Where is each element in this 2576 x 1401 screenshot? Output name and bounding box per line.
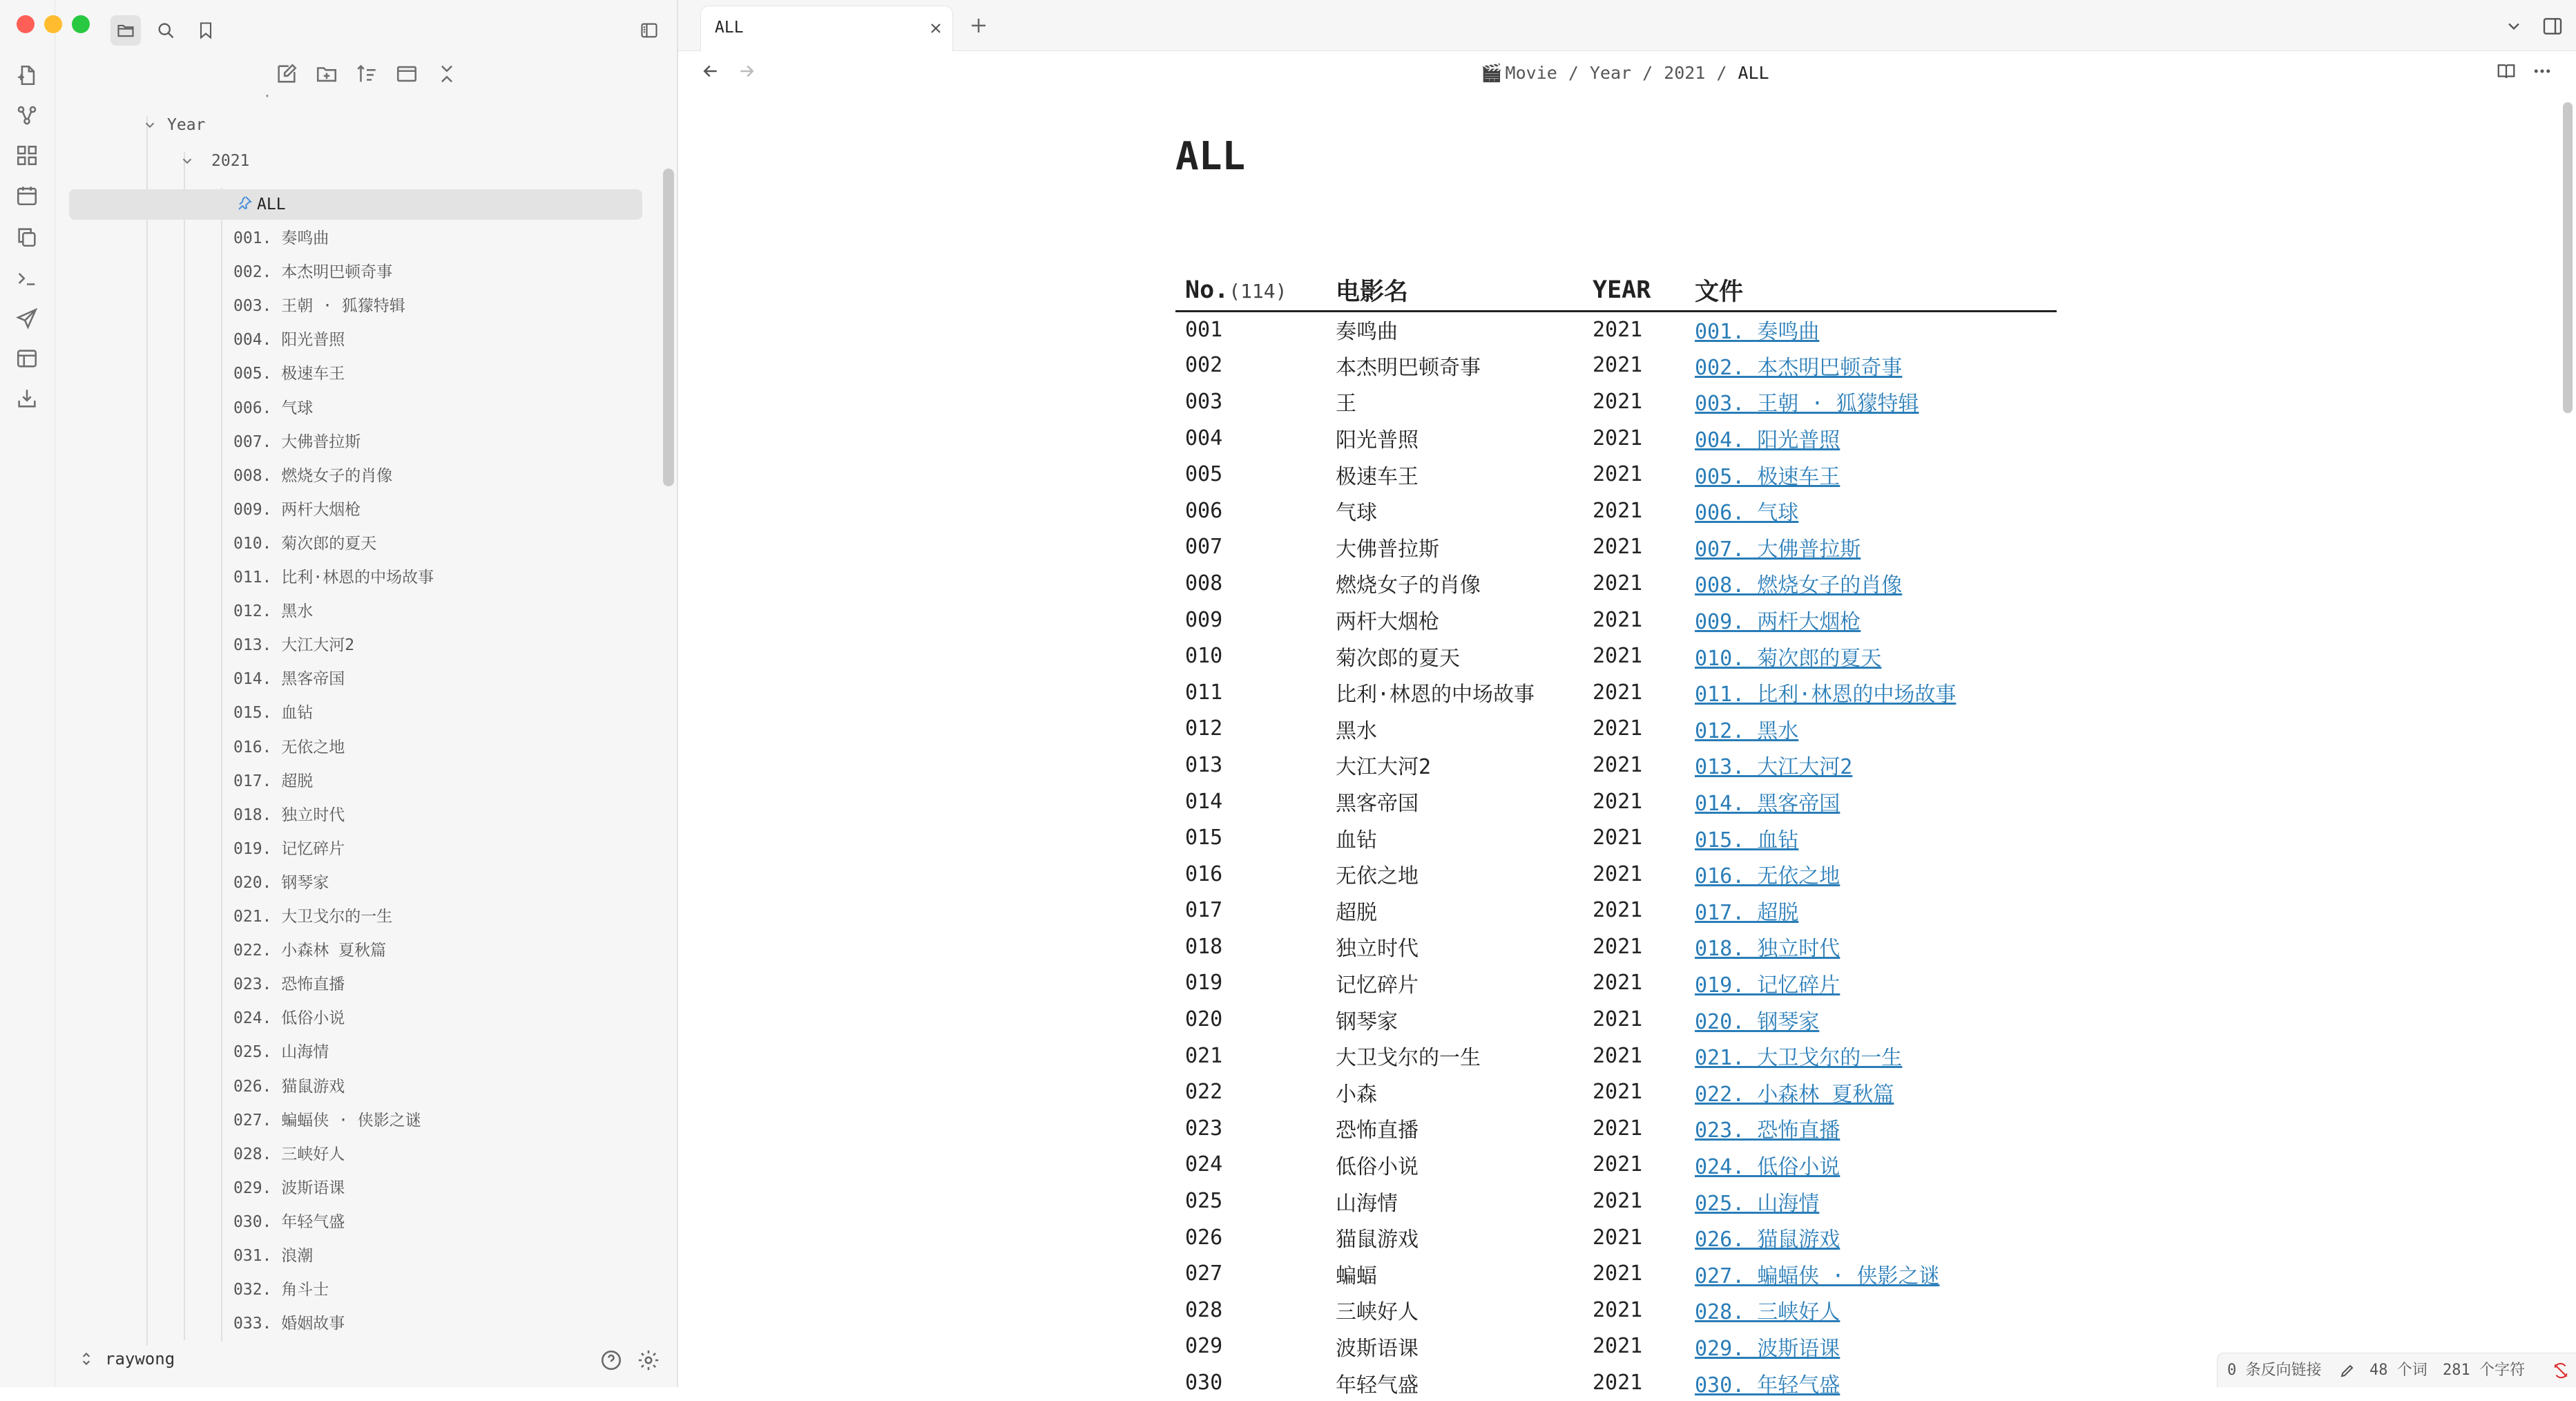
cell-year: 2021 bbox=[1593, 1116, 1643, 1141]
file-link[interactable]: 005. 极速车王 bbox=[1695, 464, 1840, 489]
toggle-sidebar-button[interactable] bbox=[634, 15, 664, 46]
row-count: (114) bbox=[1229, 280, 1287, 303]
tree-item-active[interactable] bbox=[69, 189, 642, 220]
cell-name: 两杆大烟枪 bbox=[1336, 610, 1439, 635]
cell-name: 王 bbox=[1336, 392, 1356, 417]
search-tab-button[interactable] bbox=[151, 15, 181, 46]
cell-year: 2021 bbox=[1593, 680, 1643, 705]
table-row bbox=[1175, 1001, 2057, 1038]
cell-no: 022 bbox=[1185, 1080, 1223, 1105]
cell-no: 021 bbox=[1185, 1043, 1223, 1068]
cell-name: 超脱 bbox=[1336, 900, 1377, 925]
cell-file bbox=[1685, 747, 2057, 783]
cell-year: 2021 bbox=[1593, 353, 1643, 378]
cell-year: 2021 bbox=[1593, 934, 1643, 959]
cell-year: 2021 bbox=[1593, 535, 1643, 560]
cell-file bbox=[1685, 1038, 2057, 1074]
table-row bbox=[1175, 747, 2057, 783]
cell-name: 气球 bbox=[1336, 501, 1377, 526]
tree-file-item[interactable]: 016. 无依之地 bbox=[233, 738, 345, 756]
cell-no: 014 bbox=[1185, 789, 1223, 814]
char-count: 281 个字符 bbox=[2443, 1362, 2525, 1379]
col-no bbox=[1175, 271, 1326, 311]
cell-year: 2021 bbox=[1593, 971, 1643, 995]
vault-switcher[interactable] bbox=[55, 1333, 677, 1387]
tree-file-item[interactable]: 003. 王朝 · 狐獴特辑 bbox=[233, 297, 405, 316]
tree-file-item[interactable]: 011. 比利·林恩的中场故事 bbox=[233, 569, 434, 587]
tree-file-item[interactable]: 012. 黑水 bbox=[233, 602, 314, 621]
cell-year: 2021 bbox=[1593, 826, 1643, 850]
col-year: YEAR bbox=[1583, 271, 1685, 311]
file-link[interactable]: 025. 山海情 bbox=[1695, 1191, 1820, 1216]
table-row bbox=[1175, 493, 2057, 529]
cell-no: 023 bbox=[1185, 1116, 1223, 1141]
tab-all[interactable] bbox=[700, 6, 953, 51]
cell-name: 小森 bbox=[1336, 1082, 1377, 1107]
canvas-icon[interactable] bbox=[15, 144, 39, 167]
tree-file-item[interactable]: 009. 两杆大烟枪 bbox=[233, 500, 361, 519]
cell-no: 003 bbox=[1185, 389, 1223, 414]
send-icon[interactable] bbox=[15, 307, 39, 330]
cell-name: 山海情 bbox=[1336, 1191, 1398, 1216]
file-link[interactable]: 014. 黑客帝国 bbox=[1695, 792, 1840, 817]
table-row bbox=[1175, 1038, 2057, 1074]
cell-file bbox=[1685, 493, 2057, 529]
breadcrumb-all[interactable]: ALL bbox=[1738, 63, 1769, 83]
cell-name: 蝙蝠 bbox=[1336, 1264, 1377, 1288]
terminal-icon[interactable] bbox=[15, 267, 39, 290]
file-link[interactable]: 019. 记忆碎片 bbox=[1695, 973, 1840, 998]
file-link[interactable]: 016. 无依之地 bbox=[1695, 864, 1840, 889]
note-scrollbar[interactable] bbox=[2563, 102, 2573, 413]
file-link[interactable]: 010. 菊次郎的夏天 bbox=[1695, 646, 1882, 671]
table-row bbox=[1175, 965, 2057, 1002]
tree-file-item[interactable]: 004. 阳光普照 bbox=[233, 331, 345, 350]
cell-file bbox=[1685, 602, 2057, 638]
cell-no: 013 bbox=[1185, 752, 1223, 777]
tree-file-item[interactable]: 020. 钢琴家 bbox=[233, 873, 329, 892]
file-link[interactable]: 003. 王朝 · 狐獴特辑 bbox=[1695, 392, 1919, 417]
cell-name: 无依之地 bbox=[1336, 864, 1419, 889]
cell-year: 2021 bbox=[1593, 1371, 1643, 1395]
sync-error-icon[interactable] bbox=[2552, 1362, 2570, 1380]
cell-file bbox=[1685, 456, 2057, 493]
cell-no: 010 bbox=[1185, 644, 1223, 669]
tree-file-item[interactable]: 014. 黑客帝国 bbox=[233, 670, 345, 689]
movie-clapper-icon: 🎬 bbox=[1481, 63, 1503, 83]
chevron-updown-icon bbox=[77, 1350, 95, 1368]
cell-no: 019 bbox=[1185, 971, 1223, 995]
tree-file-item[interactable]: 007. 大佛普拉斯 bbox=[233, 432, 361, 451]
cell-year: 2021 bbox=[1593, 426, 1643, 450]
cell-file bbox=[1685, 674, 2057, 711]
cell-year: 2021 bbox=[1593, 644, 1643, 669]
file-link[interactable]: 008. 燃烧女子的肖像 bbox=[1695, 573, 1903, 598]
cell-file bbox=[1685, 1255, 2057, 1292]
cell-year: 2021 bbox=[1593, 571, 1643, 595]
table-row bbox=[1175, 1110, 2057, 1147]
breadcrumb-year[interactable]: Year bbox=[1589, 63, 1632, 83]
gear-icon[interactable] bbox=[637, 1348, 660, 1372]
col-name: 电影名 bbox=[1326, 271, 1583, 311]
tree-file-item[interactable]: 031. 浪潮 bbox=[233, 1247, 314, 1265]
cell-name: 菊次郎的夏天 bbox=[1336, 646, 1460, 671]
cell-file bbox=[1685, 928, 2057, 965]
tree-file-item[interactable]: 010. 菊次郎的夏天 bbox=[233, 534, 377, 553]
cell-no: 007 bbox=[1185, 535, 1223, 560]
col-file: 文件 bbox=[1685, 271, 2057, 311]
new-note-icon[interactable] bbox=[15, 64, 39, 87]
table-row bbox=[1175, 1364, 2057, 1401]
table-row bbox=[1175, 420, 2057, 457]
file-link[interactable]: 026. 猫鼠游戏 bbox=[1695, 1228, 1840, 1252]
table-row bbox=[1175, 928, 2057, 965]
file-link[interactable]: 001. 奏鸣曲 bbox=[1695, 320, 1820, 345]
right-sidebar-toggle-icon[interactable] bbox=[2541, 15, 2564, 37]
tree-item-all[interactable]: ALL bbox=[257, 196, 286, 213]
cell-no: 027 bbox=[1185, 1261, 1223, 1286]
graph-view-icon[interactable] bbox=[15, 104, 39, 127]
tree-file-item[interactable]: 018. 独立时代 bbox=[233, 806, 345, 824]
cell-file bbox=[1685, 1364, 2057, 1401]
file-link[interactable]: 024. 低俗小说 bbox=[1695, 1154, 1840, 1179]
cell-file bbox=[1685, 347, 2057, 384]
tree-file-item[interactable]: 013. 大江大河2 bbox=[233, 636, 355, 655]
table-row bbox=[1175, 893, 2057, 929]
note-content bbox=[678, 97, 2564, 1398]
file-link[interactable]: 013. 大江大河2 bbox=[1695, 755, 1853, 780]
cell-year: 2021 bbox=[1593, 1225, 1643, 1250]
file-link[interactable]: 015. 血钻 bbox=[1695, 828, 1799, 852]
file-link[interactable]: 011. 比利·林恩的中场故事 bbox=[1695, 683, 1957, 707]
cell-year: 2021 bbox=[1593, 498, 1643, 523]
table-body bbox=[1175, 311, 2057, 1401]
minimize-window-button[interactable] bbox=[44, 15, 62, 33]
cell-file bbox=[1685, 420, 2057, 457]
file-link[interactable]: 006. 气球 bbox=[1695, 501, 1799, 526]
table-row bbox=[1175, 347, 2057, 384]
tree-file-item[interactable]: 005. 极速车王 bbox=[233, 365, 345, 383]
cell-year: 2021 bbox=[1593, 389, 1643, 414]
tree-item-partial[interactable]: · bbox=[262, 88, 272, 106]
cell-no: 018 bbox=[1185, 934, 1223, 959]
movie-table bbox=[1175, 271, 2057, 1401]
cell-no: 009 bbox=[1185, 607, 1223, 632]
template-icon[interactable] bbox=[15, 347, 39, 370]
cell-year: 2021 bbox=[1593, 898, 1643, 923]
word-count: 48 个词 bbox=[2370, 1362, 2428, 1379]
backlinks-count[interactable]: 0 条反向链接 bbox=[2227, 1362, 2322, 1379]
help-icon[interactable] bbox=[599, 1348, 623, 1372]
chevron-down-icon[interactable] bbox=[142, 117, 157, 133]
new-folder-icon[interactable] bbox=[315, 62, 338, 86]
tree-file-item[interactable]: 019. 记忆碎片 bbox=[233, 839, 345, 858]
table-row bbox=[1175, 565, 2057, 602]
table-row bbox=[1175, 1183, 2057, 1219]
cell-no: 012 bbox=[1185, 716, 1223, 741]
cell-name: 记忆碎片 bbox=[1336, 973, 1419, 998]
file-link[interactable]: 030. 年轻气盛 bbox=[1695, 1373, 1840, 1398]
cell-year: 2021 bbox=[1593, 1080, 1643, 1105]
tree-file-item[interactable]: 033. 婚姻故事 bbox=[233, 1315, 345, 1333]
table-row bbox=[1175, 711, 2057, 747]
cell-year: 2021 bbox=[1593, 462, 1643, 487]
cell-no: 017 bbox=[1185, 898, 1223, 923]
tree-file-item[interactable]: 006. 气球 bbox=[233, 399, 314, 417]
table-row bbox=[1175, 1292, 2057, 1328]
cell-no: 029 bbox=[1185, 1334, 1223, 1359]
cell-file bbox=[1685, 1219, 2057, 1256]
table-row bbox=[1175, 638, 2057, 674]
cell-no: 030 bbox=[1185, 1371, 1223, 1395]
tree-file-item[interactable]: 027. 蝙蝠侠 · 侠影之谜 bbox=[233, 1111, 421, 1130]
cell-name: 年轻气盛 bbox=[1336, 1373, 1419, 1398]
table-row bbox=[1175, 1074, 2057, 1110]
cell-no: 005 bbox=[1185, 462, 1223, 487]
main-pane bbox=[678, 0, 2576, 1398]
tree-file-item[interactable]: 026. 猫鼠游戏 bbox=[233, 1077, 345, 1096]
file-link[interactable]: 007. 大佛普拉斯 bbox=[1695, 537, 1861, 562]
cell-name: 燃烧女子的肖像 bbox=[1336, 573, 1481, 598]
breadcrumb-2021[interactable]: 2021 bbox=[1664, 63, 1706, 83]
file-link[interactable]: 009. 两杆大烟枪 bbox=[1695, 610, 1861, 635]
close-window-button[interactable] bbox=[17, 15, 35, 33]
cell-name: 血钻 bbox=[1336, 828, 1377, 852]
breadcrumb-movie[interactable]: Movie bbox=[1505, 63, 1557, 83]
cell-no: 020 bbox=[1185, 1007, 1223, 1032]
breadcrumb-separator: / bbox=[1642, 63, 1653, 83]
tab-bar bbox=[678, 0, 2576, 51]
table-row bbox=[1175, 529, 2057, 566]
breadcrumb-separator: / bbox=[1716, 63, 1727, 83]
zoom-window-button[interactable] bbox=[72, 15, 90, 33]
cell-file bbox=[1685, 893, 2057, 929]
collapse-all-icon[interactable] bbox=[435, 62, 459, 86]
tree-file-item[interactable]: 002. 本杰明巴顿奇事 bbox=[233, 263, 393, 282]
cell-year: 2021 bbox=[1593, 1152, 1643, 1177]
file-explorer-sidebar bbox=[55, 0, 678, 1387]
cell-name: 奏鸣曲 bbox=[1336, 320, 1398, 345]
status-bar bbox=[2217, 1353, 2576, 1387]
cell-name: 大卫戈尔的一生 bbox=[1336, 1046, 1481, 1071]
breadcrumb bbox=[678, 59, 2576, 87]
tree-folder-year[interactable]: Year bbox=[167, 116, 206, 134]
vault-name: raywong bbox=[105, 1349, 175, 1369]
cell-file bbox=[1685, 1183, 2057, 1219]
auto-reveal-icon[interactable] bbox=[395, 62, 419, 86]
new-note-icon[interactable] bbox=[275, 62, 298, 86]
tree-file-item[interactable]: 021. 大卫戈尔的一生 bbox=[233, 908, 393, 926]
cell-year: 2021 bbox=[1593, 1334, 1643, 1359]
cell-file bbox=[1685, 711, 2057, 747]
cell-file bbox=[1685, 783, 2057, 820]
table-row bbox=[1175, 819, 2057, 856]
cell-file bbox=[1685, 383, 2057, 420]
file-link[interactable]: 018. 独立时代 bbox=[1695, 937, 1840, 962]
table-row bbox=[1175, 674, 2057, 711]
cell-file bbox=[1685, 819, 2057, 856]
file-link[interactable]: 027. 蝙蝠侠 · 侠影之谜 bbox=[1695, 1264, 1940, 1288]
cell-file bbox=[1685, 856, 2057, 893]
tree-folder-2021[interactable]: 2021 bbox=[211, 152, 250, 170]
cell-no: 028 bbox=[1185, 1297, 1223, 1322]
cell-name: 大江大河2 bbox=[1336, 755, 1432, 780]
cell-file bbox=[1685, 1001, 2057, 1038]
bookmarks-tab-button[interactable] bbox=[191, 15, 221, 46]
tree-file-item[interactable]: 029. 波斯语课 bbox=[233, 1179, 345, 1197]
table-row bbox=[1175, 602, 2057, 638]
close-icon[interactable] bbox=[927, 20, 944, 37]
tree-file-item[interactable]: 025. 山海情 bbox=[233, 1043, 329, 1062]
cell-no: 001 bbox=[1185, 317, 1223, 342]
file-link[interactable]: 012. 黑水 bbox=[1695, 718, 1799, 743]
note-title[interactable]: ALL bbox=[1175, 134, 1246, 179]
cell-file bbox=[1685, 1328, 2057, 1365]
cell-no: 024 bbox=[1185, 1152, 1223, 1177]
tree-file-item[interactable]: 017. 超脱 bbox=[233, 772, 314, 790]
cell-year: 2021 bbox=[1593, 1261, 1643, 1286]
table-row bbox=[1175, 383, 2057, 420]
search-icon bbox=[156, 21, 175, 40]
cell-no: 002 bbox=[1185, 353, 1223, 378]
tree-file-item[interactable]: 032. 角斗士 bbox=[233, 1281, 329, 1299]
tab-title: ALL bbox=[715, 19, 744, 37]
file-link[interactable]: 017. 超脱 bbox=[1695, 900, 1799, 925]
cell-file bbox=[1685, 965, 2057, 1002]
cell-year: 2021 bbox=[1593, 716, 1643, 741]
ribbon bbox=[0, 0, 55, 1387]
file-link[interactable]: 020. 钢琴家 bbox=[1695, 1009, 1820, 1034]
cell-name: 阳光普照 bbox=[1336, 428, 1419, 453]
table-row bbox=[1175, 311, 2057, 347]
file-link[interactable]: 021. 大卫戈尔的一生 bbox=[1695, 1046, 1903, 1071]
cell-name: 钢琴家 bbox=[1336, 1009, 1398, 1034]
cell-no: 008 bbox=[1185, 571, 1223, 595]
files-tab-button[interactable] bbox=[110, 15, 141, 46]
cell-name: 低俗小说 bbox=[1336, 1154, 1419, 1179]
cell-name: 比利·林恩的中场故事 bbox=[1336, 683, 1535, 707]
table-row bbox=[1175, 456, 2057, 493]
file-link[interactable]: 022. 小森林 夏秋篇 bbox=[1695, 1082, 1894, 1107]
cell-year: 2021 bbox=[1593, 1007, 1643, 1032]
cell-year: 2021 bbox=[1593, 607, 1643, 632]
tree-file-item[interactable]: 008. 燃烧女子的肖像 bbox=[233, 466, 393, 485]
table-row bbox=[1175, 1147, 2057, 1183]
cell-no: 025 bbox=[1185, 1189, 1223, 1214]
cell-year: 2021 bbox=[1593, 861, 1643, 886]
cell-name: 黑水 bbox=[1336, 718, 1377, 743]
table-row bbox=[1175, 783, 2057, 820]
chevron-down-icon[interactable] bbox=[180, 153, 195, 169]
tree-file-item[interactable]: 030. 年轻气盛 bbox=[233, 1212, 345, 1231]
file-link[interactable]: 028. 三峡好人 bbox=[1695, 1300, 1840, 1325]
cell-file bbox=[1685, 311, 2057, 347]
cell-file bbox=[1685, 638, 2057, 674]
chevron-down-icon[interactable] bbox=[2504, 17, 2524, 36]
table-row bbox=[1175, 856, 2057, 893]
folder-icon bbox=[116, 21, 135, 40]
cell-file bbox=[1685, 529, 2057, 566]
cell-year: 2021 bbox=[1593, 317, 1643, 342]
cell-file bbox=[1685, 1292, 2057, 1328]
table-row bbox=[1175, 1219, 2057, 1256]
col-no-label: No. bbox=[1185, 276, 1229, 305]
cell-name: 极速车王 bbox=[1336, 464, 1419, 489]
tree-file-item[interactable]: 001. 奏鸣曲 bbox=[233, 229, 329, 247]
cell-name: 波斯语课 bbox=[1336, 1336, 1419, 1361]
cell-file bbox=[1685, 1110, 2057, 1147]
file-link[interactable]: 002. 本杰明巴顿奇事 bbox=[1695, 355, 1903, 380]
tree-file-item[interactable]: 015. 血钻 bbox=[233, 704, 314, 723]
cell-name: 恐怖直播 bbox=[1336, 1118, 1419, 1143]
sidebar-toggle-icon bbox=[640, 21, 659, 40]
cell-name: 猫鼠游戏 bbox=[1336, 1228, 1419, 1252]
cell-no: 004 bbox=[1185, 426, 1223, 450]
pencil-icon[interactable] bbox=[2339, 1362, 2356, 1379]
sidebar-scrollbar[interactable] bbox=[663, 169, 674, 486]
bookmark-icon bbox=[196, 21, 215, 40]
cell-year: 2021 bbox=[1593, 1297, 1643, 1322]
cell-year: 2021 bbox=[1593, 789, 1643, 814]
new-tab-plus-icon[interactable] bbox=[968, 15, 989, 36]
table-header-row bbox=[1175, 271, 2057, 311]
indent-guide bbox=[146, 116, 148, 1346]
breadcrumb-separator: / bbox=[1568, 63, 1579, 83]
tree-file-item[interactable]: 023. 恐怖直播 bbox=[233, 975, 345, 994]
sort-icon[interactable] bbox=[355, 62, 378, 86]
cell-year: 2021 bbox=[1593, 1043, 1643, 1068]
cell-no: 006 bbox=[1185, 498, 1223, 523]
cell-file bbox=[1685, 1147, 2057, 1183]
import-icon[interactable] bbox=[15, 387, 39, 410]
tree-file-item[interactable]: 022. 小森林 夏秋篇 bbox=[233, 942, 387, 960]
cell-name: 三峡好人 bbox=[1336, 1300, 1419, 1325]
table-row bbox=[1175, 1255, 2057, 1292]
cell-year: 2021 bbox=[1593, 752, 1643, 777]
cell-no: 016 bbox=[1185, 861, 1223, 886]
calendar-icon[interactable] bbox=[15, 184, 39, 207]
file-link[interactable]: 023. 恐怖直播 bbox=[1695, 1118, 1840, 1143]
cell-file bbox=[1685, 1074, 2057, 1110]
cell-no: 026 bbox=[1185, 1225, 1223, 1250]
file-link[interactable]: 004. 阳光普照 bbox=[1695, 428, 1840, 453]
cell-no: 015 bbox=[1185, 826, 1223, 850]
indent-guide bbox=[184, 152, 185, 1340]
cell-name: 黑客帝国 bbox=[1336, 792, 1419, 817]
file-tree bbox=[55, 88, 666, 1333]
tree-file-item[interactable]: 028. 三峡好人 bbox=[233, 1145, 345, 1163]
cell-name: 独立时代 bbox=[1336, 937, 1419, 962]
cell-name: 本杰明巴顿奇事 bbox=[1336, 355, 1481, 380]
cell-name: 大佛普拉斯 bbox=[1336, 537, 1439, 562]
file-link[interactable]: 029. 波斯语课 bbox=[1695, 1336, 1840, 1361]
cell-file bbox=[1685, 565, 2057, 602]
indent-guide bbox=[221, 188, 222, 1342]
cell-no: 011 bbox=[1185, 680, 1223, 705]
tree-file-item[interactable]: 024. 低俗小说 bbox=[233, 1009, 345, 1028]
pin-icon bbox=[236, 195, 253, 211]
cell-year: 2021 bbox=[1593, 1189, 1643, 1214]
copy-icon[interactable] bbox=[15, 225, 39, 249]
table-row bbox=[1175, 1328, 2057, 1365]
